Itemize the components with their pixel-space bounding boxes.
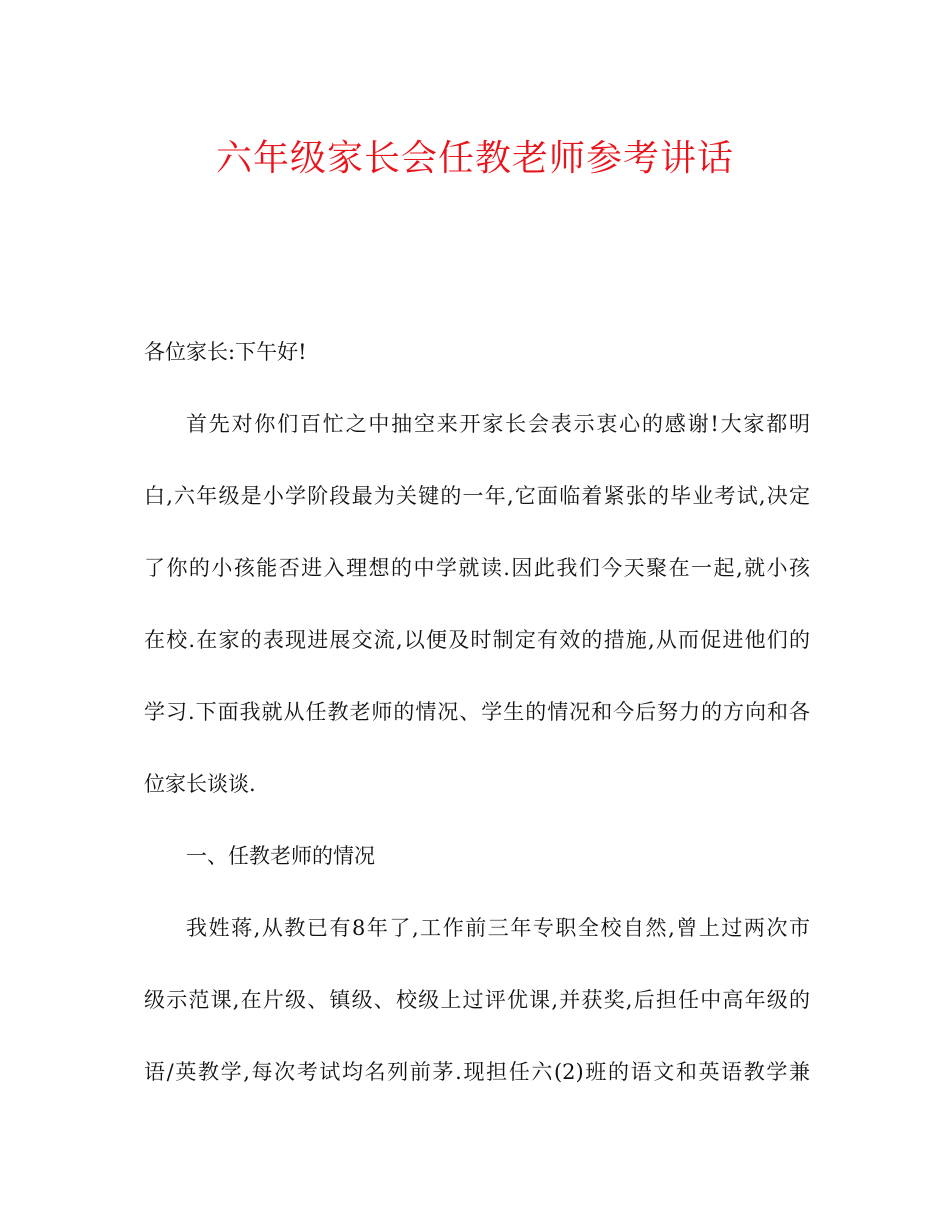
paragraph-line: 我姓蒋,从教已有8年了,工作前三年专职全校自然,曾上过两次市: [186, 916, 810, 940]
paragraph-line: 在校.在家的表现进展交流,以便及时制定有效的措施,从而促进他们的: [144, 628, 810, 652]
paragraph-line: 位家长谈谈.: [144, 772, 256, 796]
paragraph-line: 首先对你们百忙之中抽空来开家长会表示衷心的感谢!大家都明: [186, 412, 810, 436]
paragraph-line: 了你的小孩能否进入理想的中学就读.因此我们今天聚在一起,就小孩: [144, 556, 810, 580]
greeting-line: 各位家长:下午好!: [144, 340, 307, 364]
section-heading: 一、任教老师的情况: [186, 844, 375, 868]
paragraph-line: 学习.下面我就从任教老师的情况、学生的情况和今后努力的方向和各: [144, 700, 810, 724]
document-title: 六年级家长会任教老师参考讲话: [215, 138, 734, 179]
paragraph-line: 级示范课,在片级、镇级、校级上过评优课,并获奖,后担任中高年级的: [144, 988, 810, 1012]
paragraph-line: 语/英教学,每次考试均名列前茅.现担任六(2)班的语文和英语教学兼: [144, 1060, 810, 1084]
paragraph-line: 白,六年级是小学阶段最为关键的一年,它面临着紧张的毕业考试,决定: [144, 484, 810, 508]
